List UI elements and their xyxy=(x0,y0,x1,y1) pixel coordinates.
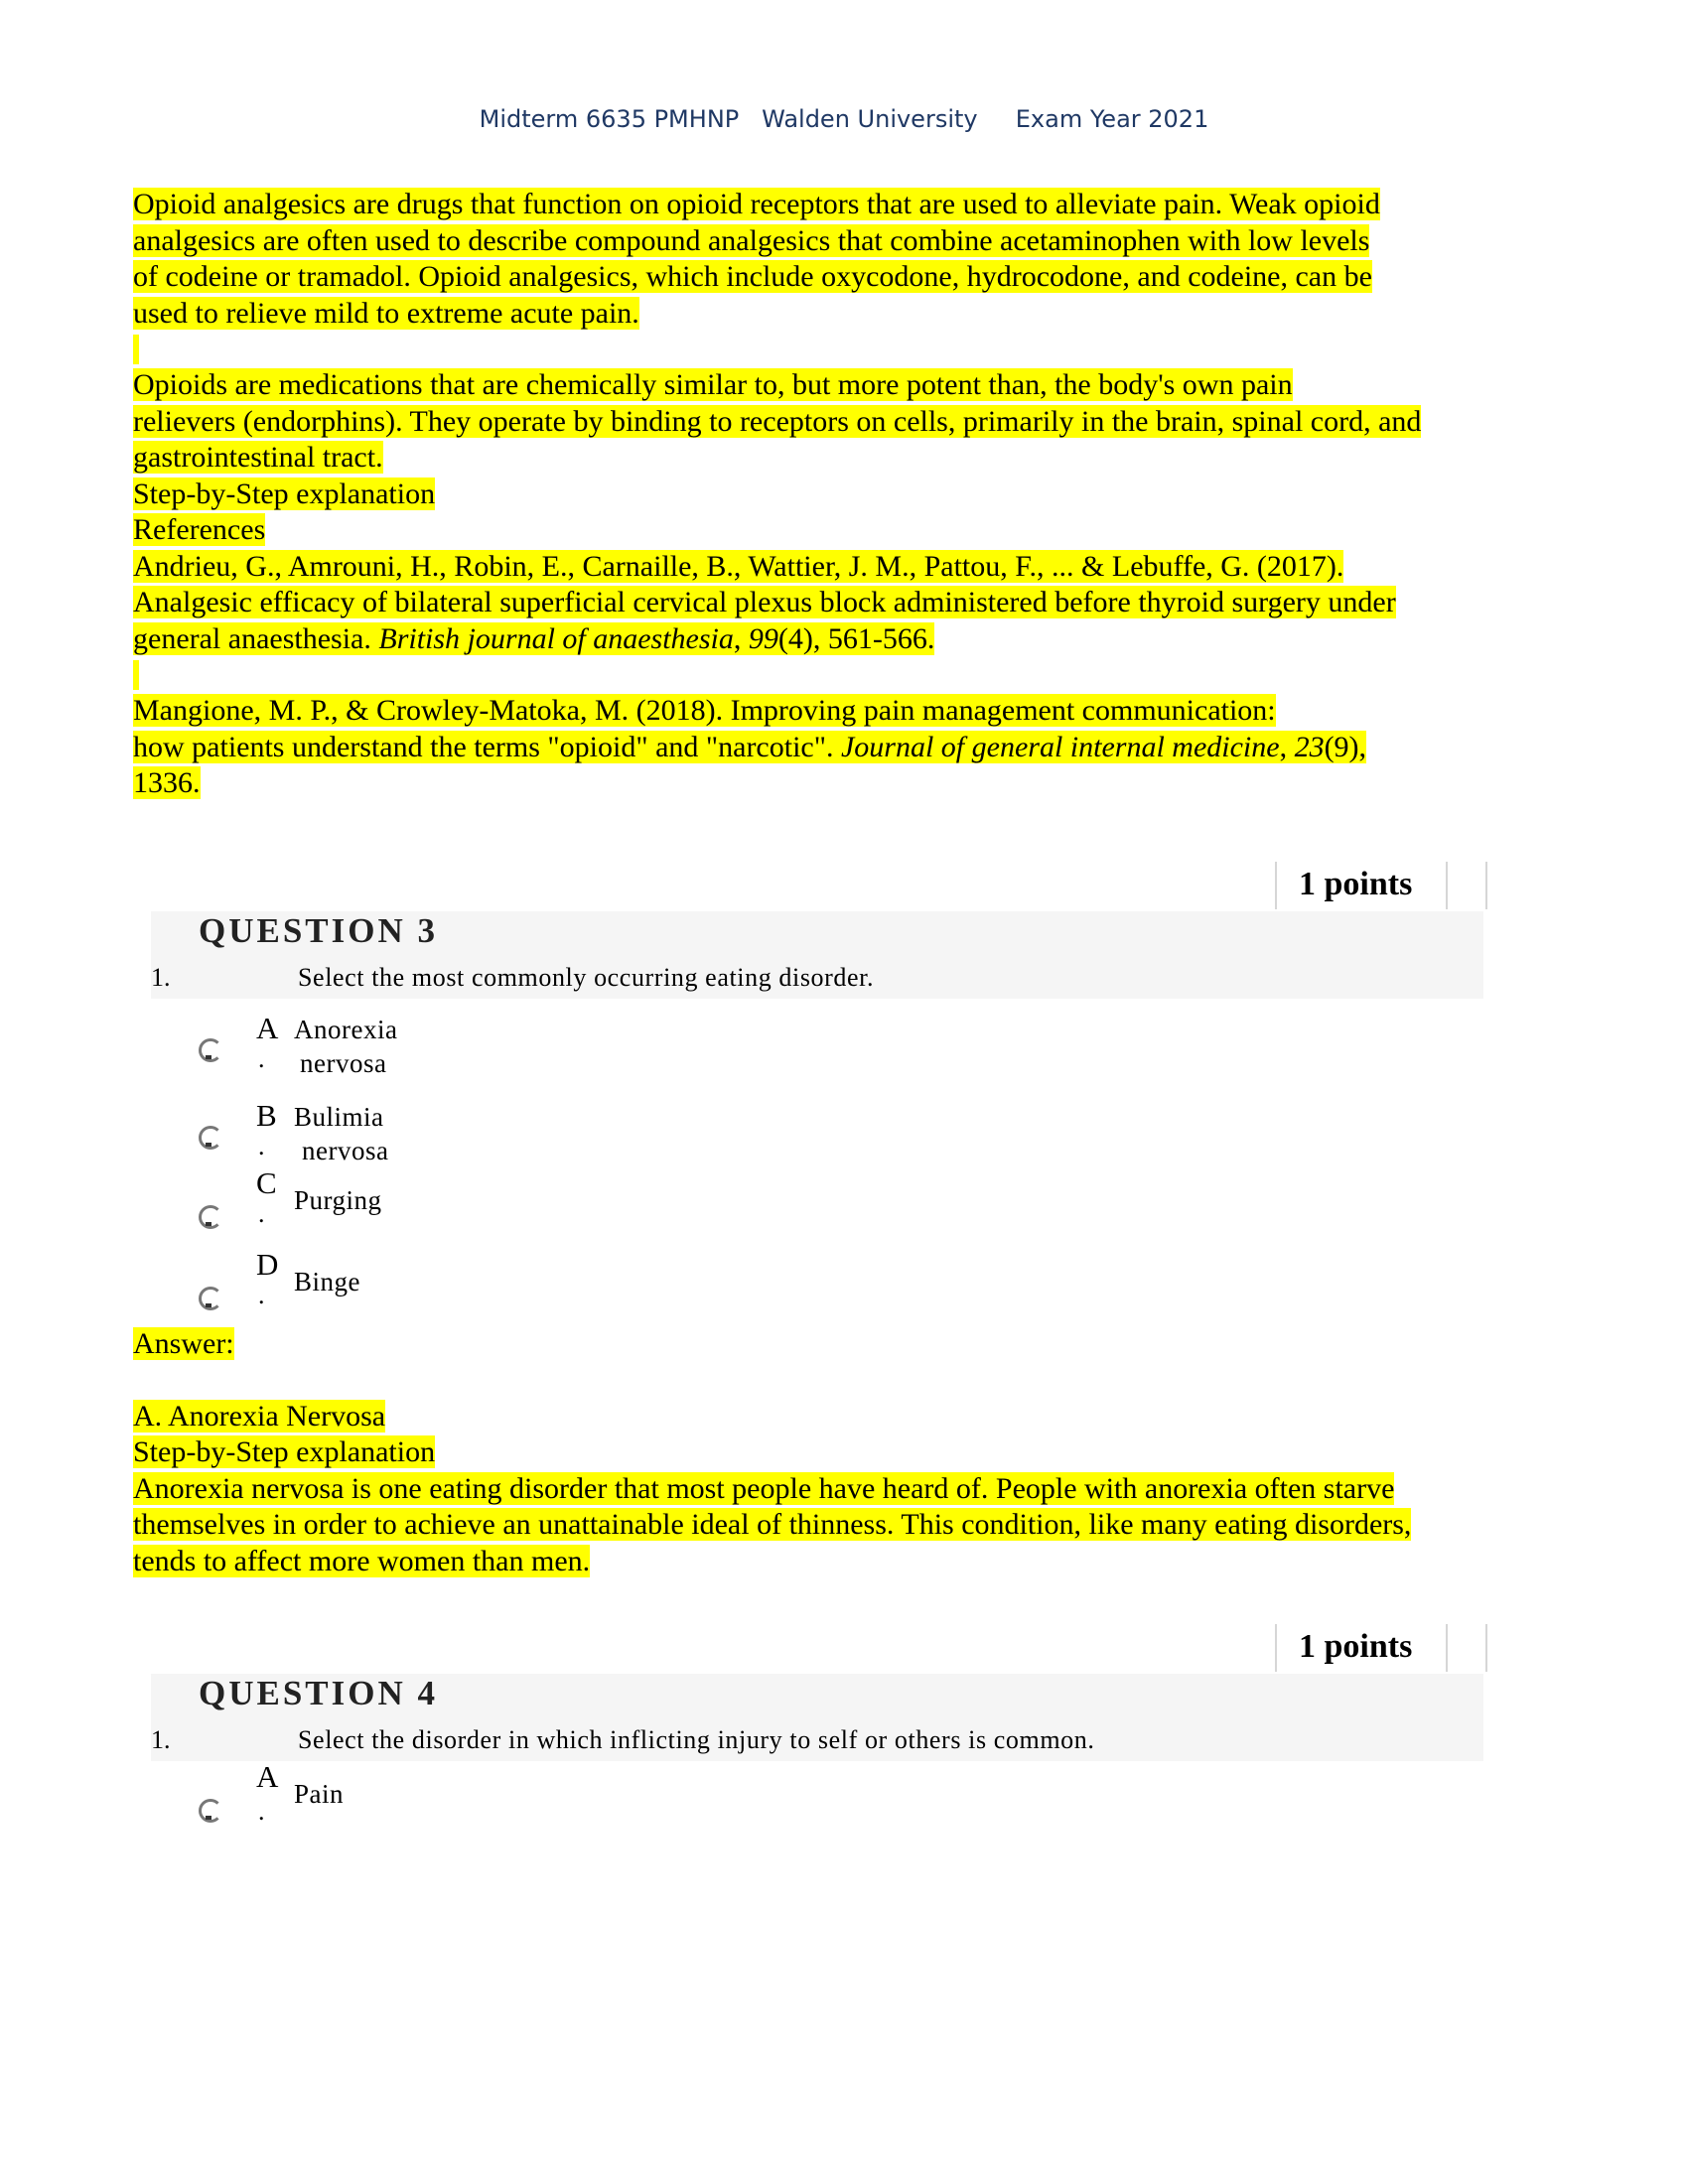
radio-button-icon[interactable] xyxy=(199,1287,222,1310)
question-3-number: 1. xyxy=(151,963,171,992)
reference-2: Mangione, M. P., & Crowley-Matoka, M. (2018). Improving pain management communication: how patients understand the terms "opioid" and "narcotic". Journal of general internal medicine, 23(9), 1336. xyxy=(133,694,1367,799)
question-3-answer-section: Answer: A. Anorexia Nervosa Step-by-Step explanation Anorexia nervosa is one eating disorder that most people have heard of. People with anorexia often starve themselves in order to achieve an unattainable ideal of thinness. This condition, like many eating disorders, tends to affect more women than men. xyxy=(133,1327,1412,1577)
question-4-title: QUESTION 4 xyxy=(199,1674,439,1712)
reference-1-line-1: Andrieu, G., Amrouni, H., Robin, E., Carnaille, B., Wattier, J. M., Pattou, F., ... & Lebuffe, G. (2017). xyxy=(133,549,1344,583)
question-4-number: 1. xyxy=(151,1725,171,1754)
question-3-text: Select the most commonly occurring eating disorder. xyxy=(298,963,875,992)
question-3-option-a[interactable]: A . Anorexia nervosa xyxy=(199,1011,596,1100)
radio-button-icon[interactable] xyxy=(199,1038,222,1062)
question-4-option-a[interactable]: A . Pain xyxy=(199,1759,596,1848)
question-4-points: 1 points xyxy=(1275,1624,1487,1672)
answer-value: A. Anorexia Nervosa xyxy=(133,1399,386,1433)
question-4-text: Select the disorder in which inflicting injury to self or others is common. xyxy=(298,1725,1095,1754)
intro-section xyxy=(133,187,1543,802)
step-by-step-label: Step-by-Step explanation xyxy=(133,477,436,510)
option-label: Bulimia nervosa xyxy=(294,1102,389,1165)
option-label: Anorexia nervosa xyxy=(294,1015,398,1078)
reference-1-line-2: Analgesic efficacy of bilateral superficial cervical plexus block administered before thyroid surgery under xyxy=(133,586,1396,618)
question-3-title: QUESTION 3 xyxy=(199,911,439,950)
option-label: Purging xyxy=(294,1185,382,1215)
option-label: Binge xyxy=(294,1267,360,1297)
step-by-step-label: Step-by-Step explanation xyxy=(133,1435,436,1468)
page-header: Midterm 6635 PMHNP Walden University Exam Year 2021 xyxy=(479,105,1209,133)
references-label: References xyxy=(133,513,266,546)
reference-1-line-3: general anaesthesia. British journal of anaesthesia, 99(4), 561-566. xyxy=(133,621,935,655)
divider xyxy=(1446,1624,1448,1672)
spacer xyxy=(133,335,139,364)
answer-label: Answer: xyxy=(133,1327,234,1360)
radio-button-icon[interactable] xyxy=(199,1126,222,1150)
radio-button-icon[interactable] xyxy=(199,1205,222,1229)
question-3-points: 1 points xyxy=(1275,862,1487,909)
radio-button-icon[interactable] xyxy=(199,1799,222,1823)
question-3-option-c[interactable]: C . Purging xyxy=(199,1165,596,1255)
question-3-option-b[interactable]: B . Bulimia nervosa xyxy=(199,1098,596,1187)
option-label: Pain xyxy=(294,1779,345,1809)
divider xyxy=(1446,862,1448,909)
intro-paragraph-1: Opioid analgesics are drugs that function on opioid receptors that are used to alleviate pain. Weak opioid analgesics are often used to describe compound analgesics that combine acetaminophen with low levels of codeine or tramadol. Opioid analgesics, which include oxycodone, hydrocodone, and codeine, can be used to relieve mild to extreme acute pain. xyxy=(133,188,1380,330)
question-3-option-d[interactable]: D . Binge xyxy=(199,1247,596,1336)
spacer xyxy=(133,660,139,690)
intro-paragraph-2: Opioids are medications that are chemically similar to, but more potent than, the body's own pain relievers (endorphins). They operate by binding to receptors on cells, primarily in the brain, spinal cord, and gastrointestinal tract. Step-by-Step explanation References Andrieu, G., Amrouni, H., Robin, E., Carnaille, B., Wattier, J. M., Pattou, F., ... & Lebuffe, G. (2017). Analgesic efficacy of bilateral superficial cervical plexus block administered before thyroid surgery under general anaesthesia. British journal of anaesthesia, 99(4), 561-566. xyxy=(133,368,1422,655)
